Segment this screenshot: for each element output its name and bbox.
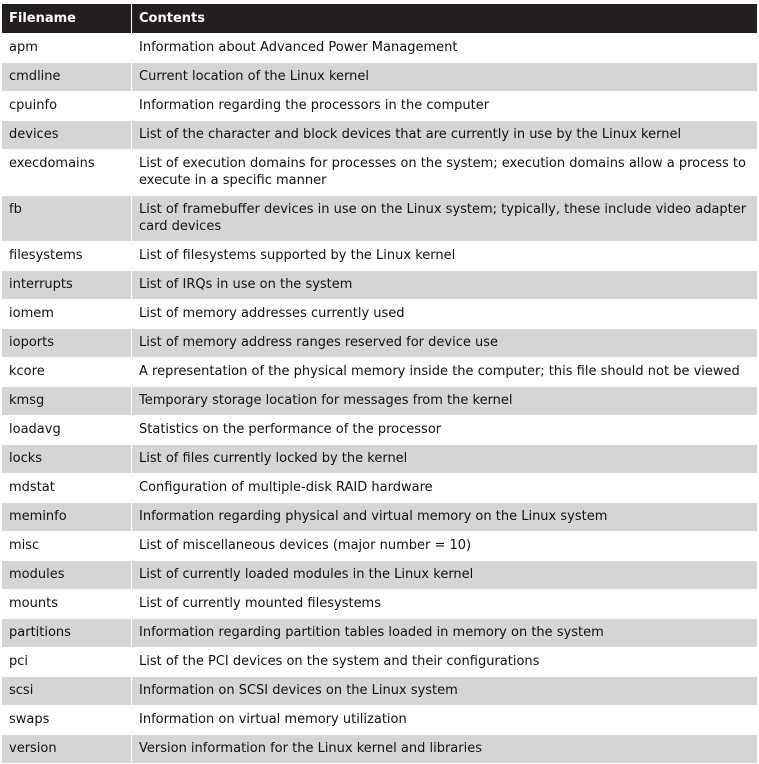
contents-cell: List of miscellaneous devices (major number = 10) [132,532,758,561]
table-row [2,474,758,503]
filename-cell: partitions [2,619,132,648]
filename-cell: ioports [2,329,132,358]
table-row [2,121,758,150]
contents-cell: Information on virtual memory utilization [132,706,758,735]
contents-cell: Information on SCSI devices on the Linux system [132,677,758,706]
proc-files-table [1,3,758,764]
filename-cell: version [2,735,132,764]
table-row [2,416,758,445]
contents-cell: Information about Advanced Power Management [132,34,758,63]
contents-cell: List of memory addresses currently used [132,300,758,329]
table-row [2,590,758,619]
table-row [2,503,758,532]
table-row [2,445,758,474]
contents-cell: List of memory address ranges reserved for device use [132,329,758,358]
table-row [2,196,758,242]
filename-cell: meminfo [2,503,132,532]
filename-cell: filesystems [2,242,132,271]
contents-cell: List of filesystems supported by the Linux kernel [132,242,758,271]
filename-cell: misc [2,532,132,561]
table-row [2,34,758,63]
contents-cell: A representation of the physical memory inside the computer; this file should not be viewed [132,358,758,387]
table-row [2,150,758,196]
filename-cell: kcore [2,358,132,387]
contents-cell: Version information for the Linux kernel and libraries [132,735,758,764]
contents-cell: List of currently mounted filesystems [132,590,758,619]
table-header-row [2,4,758,34]
contents-cell: List of currently loaded modules in the Linux kernel [132,561,758,590]
contents-cell: Statistics on the performance of the processor [132,416,758,445]
table-row [2,735,758,764]
filename-cell: scsi [2,677,132,706]
contents-cell: List of execution domains for processes on the system; execution domains allow a process to execute in a specific manner [132,150,758,196]
column-header-filename: Filename [2,4,132,34]
table-row [2,532,758,561]
column-header-contents: Contents [132,4,758,34]
table-row [2,300,758,329]
table-row [2,329,758,358]
table-row [2,242,758,271]
filename-cell: fb [2,196,132,242]
contents-cell: List of files currently locked by the kernel [132,445,758,474]
filename-cell: locks [2,445,132,474]
table-row [2,706,758,735]
contents-cell: List of the character and block devices that are currently in use by the Linux kernel [132,121,758,150]
table-row [2,387,758,416]
filename-cell: swaps [2,706,132,735]
filename-cell: apm [2,34,132,63]
contents-cell: Temporary storage location for messages from the kernel [132,387,758,416]
filename-cell: pci [2,648,132,677]
filename-cell: kmsg [2,387,132,416]
contents-cell: List of IRQs in use on the system [132,271,758,300]
contents-cell: Configuration of multiple-disk RAID hardware [132,474,758,503]
filename-cell: interrupts [2,271,132,300]
table-row [2,561,758,590]
table-row [2,92,758,121]
contents-cell: Information regarding the processors in the computer [132,92,758,121]
filename-cell: cpuinfo [2,92,132,121]
filename-cell: mounts [2,590,132,619]
contents-cell: List of the PCI devices on the system and their configurations [132,648,758,677]
table-row [2,358,758,387]
proc-files-table-container [1,3,757,764]
contents-cell: Information regarding partition tables loaded in memory on the system [132,619,758,648]
contents-cell: Current location of the Linux kernel [132,63,758,92]
filename-cell: cmdline [2,63,132,92]
contents-cell: List of framebuffer devices in use on the Linux system; typically, these include video adapter card devices [132,196,758,242]
table-row [2,63,758,92]
table-row [2,648,758,677]
filename-cell: execdomains [2,150,132,196]
table-row [2,677,758,706]
table-row [2,619,758,648]
filename-cell: iomem [2,300,132,329]
contents-cell: Information regarding physical and virtual memory on the Linux system [132,503,758,532]
filename-cell: modules [2,561,132,590]
filename-cell: loadavg [2,416,132,445]
table-row [2,271,758,300]
filename-cell: mdstat [2,474,132,503]
filename-cell: devices [2,121,132,150]
